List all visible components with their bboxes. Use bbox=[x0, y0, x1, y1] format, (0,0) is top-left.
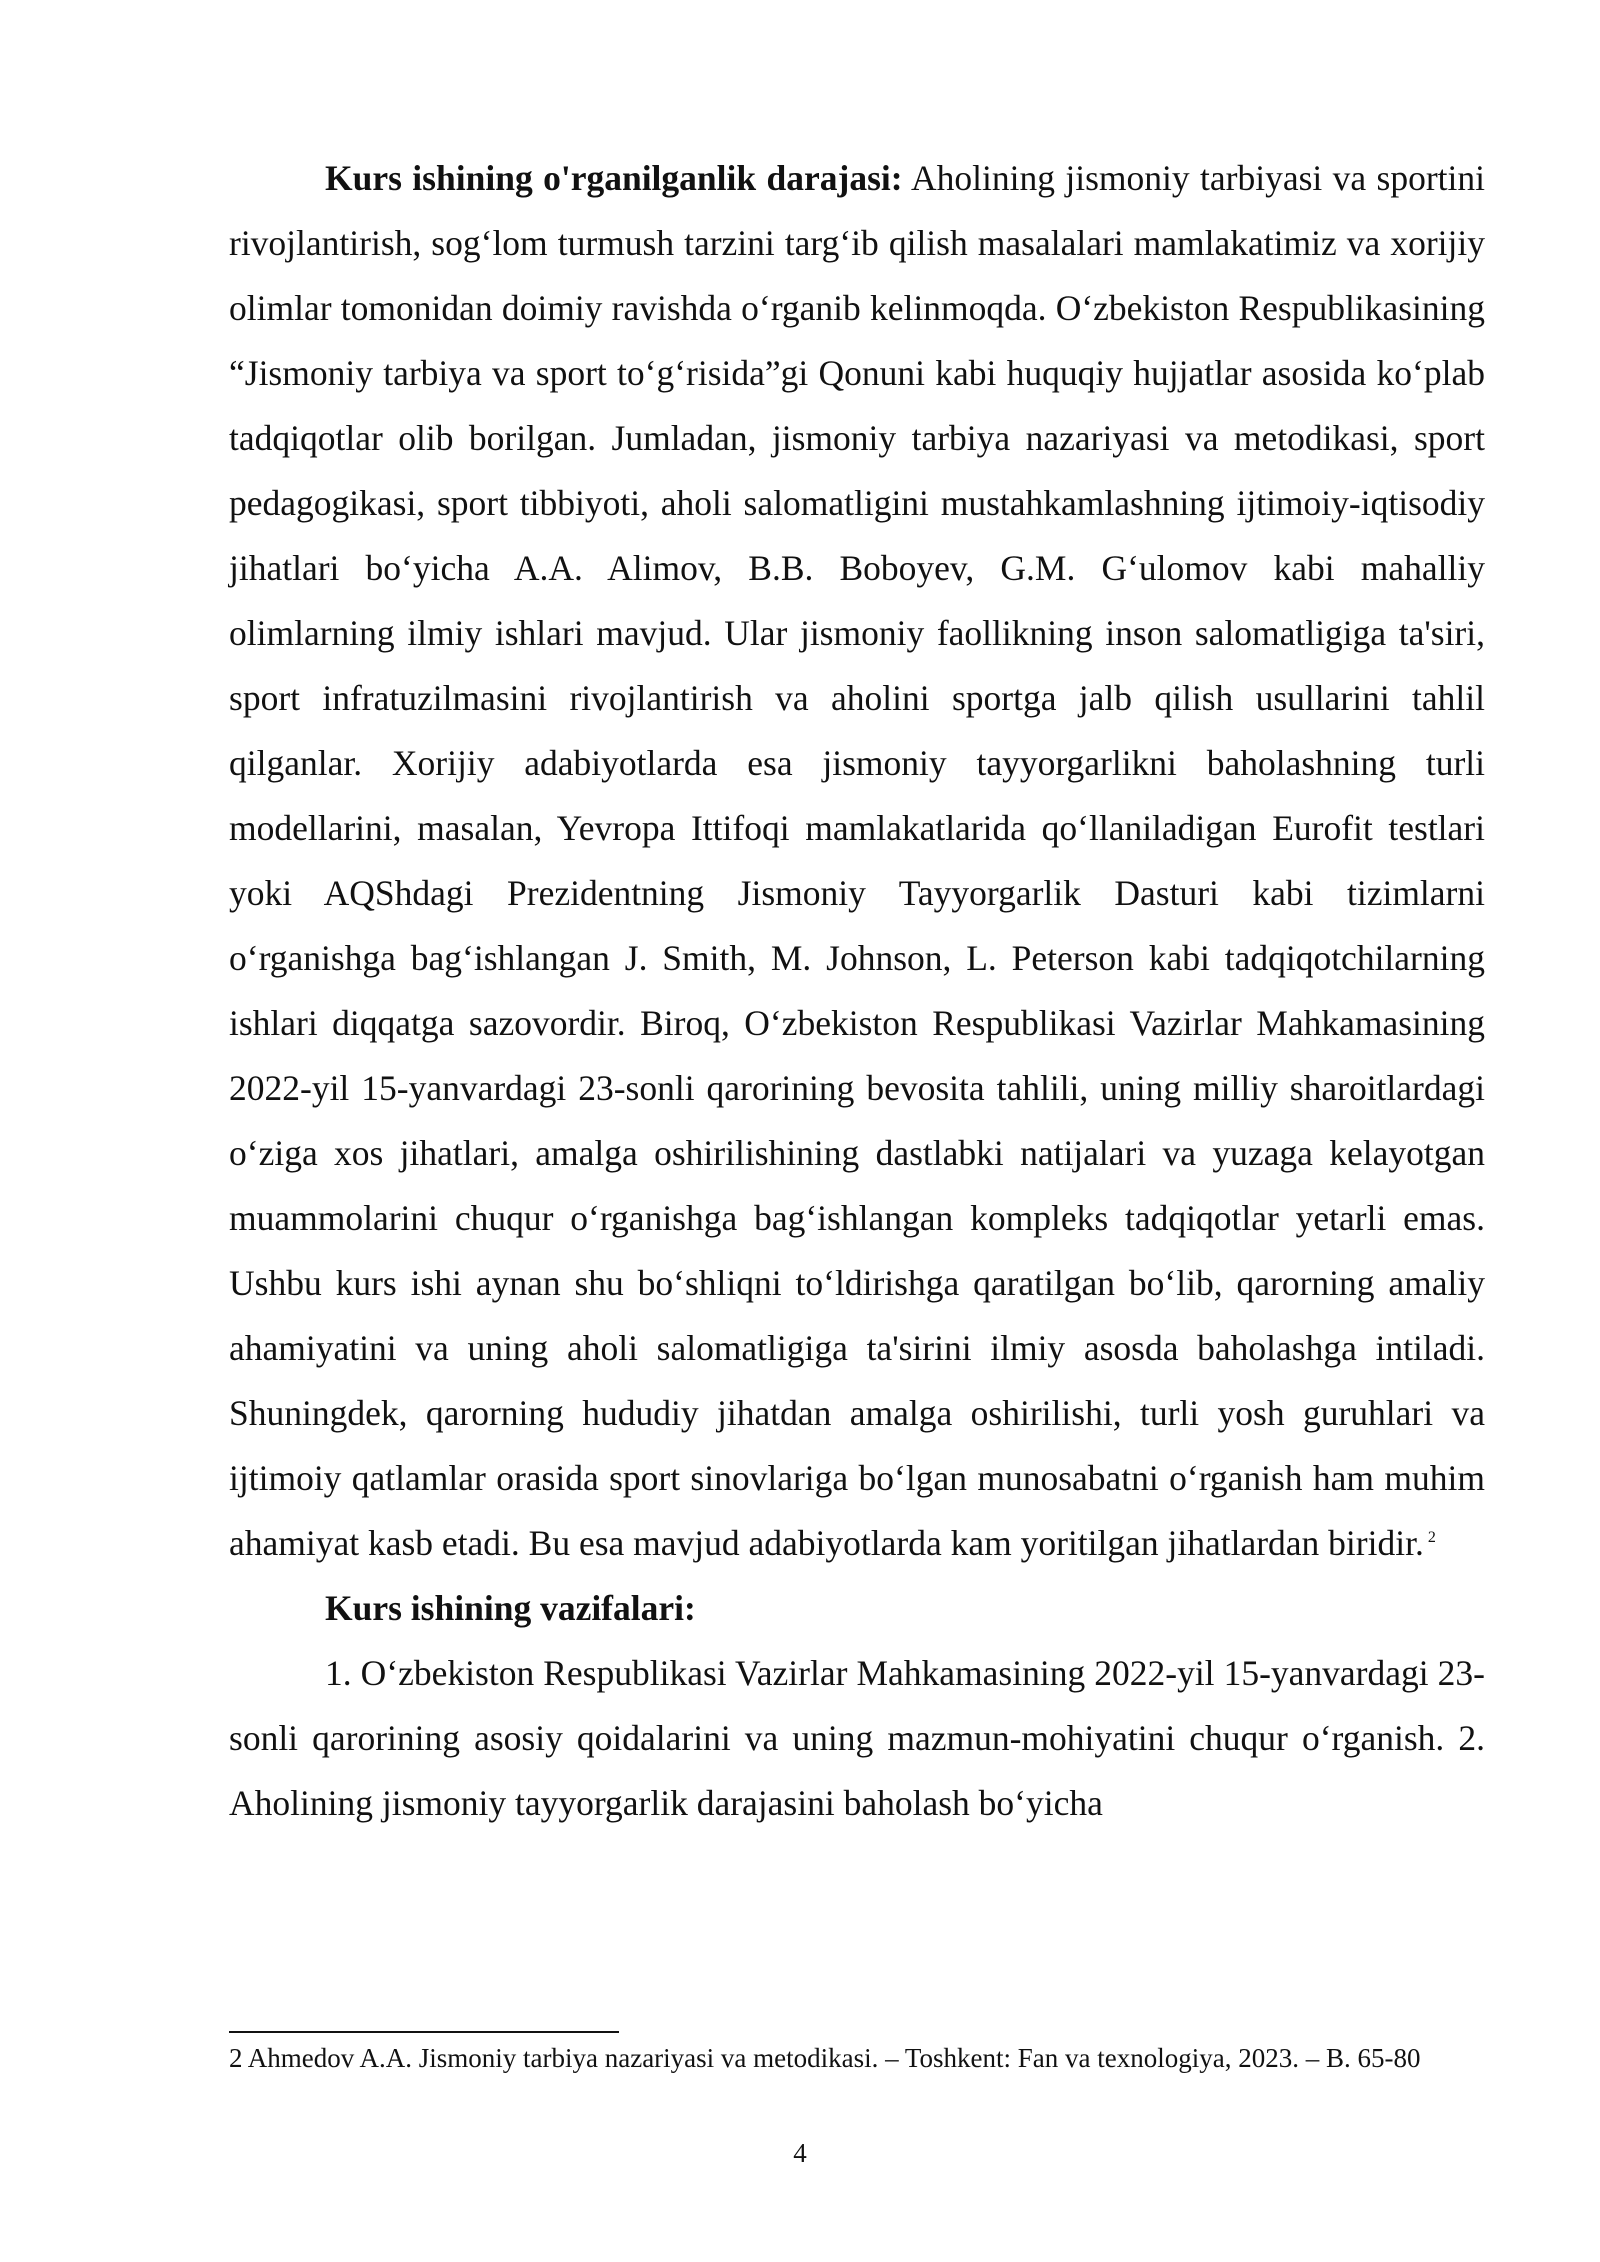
body-text bbox=[229, 146, 1485, 1836]
footnote: 2 Ahmedov A.A. Jismoniy tarbiya nazariyasi va metodikasi. – Toshkent: Fan va texnologiya, 2023. – B. 65-80 bbox=[229, 2043, 1421, 2073]
heading-study-level: Kurs ishining o'rganilganlik darajasi: bbox=[325, 158, 903, 198]
heading-tasks: Kurs ishining vazifalari: bbox=[325, 1588, 696, 1628]
page-number: 4 bbox=[793, 2138, 807, 2168]
paragraph-study-level-text: Aholining jismoniy tarbiyasi va sportini rivojlantirish, sog‘lom turmush tarzini targ‘ib qilish masalalari mamlakatimiz va xorijiy olimlar tomonidan doimiy ravishda o‘rganib kelinmoqda. O‘zbekiston Respublikasining “Jismoniy tarbiya va sport to‘g‘risida”gi Qonuni kabi huquqiy hujjatlar asosida ko‘plab tadqiqotlar olib borilgan. Jumladan, jismoniy tarbiya nazariyasi va metodikasi, sport pedagogikasi, sport tibbiyoti, aholi salomatligini mustahkamlashning ijtimoiy-iqtisodiy jihatlari bo‘yicha A.A. Alimov, B.B. Boboyev, G.M. G‘ulomov kabi mahalliy olimlarning ilmiy ishlari mavjud. Ular jismoniy faollikning inson salomatligiga ta'siri, sport infratuzilmasini rivojlantirish va aholini sportga jalb qilish usullarini tahlil qilganlar. Xorijiy adabiyotlarda esa jismoniy tayyorgarlikni baholashning turli modellarini, masalan, Yevropa Ittifoqi mamlakatlarida qo‘llaniladigan Eurofit testlari yoki AQShdagi Prezidentning Jismoniy Tayyorgarlik Dasturi kabi tizimlarni o‘rganishga bag‘ishlangan J. Smith, M. Johnson, L. Peterson kabi tadqiqotchilarning ishlari diqqatga sazovordir. Biroq, O‘zbekiston Respublikasi Vazirlar Mahkamasining 2022-yil 15-yanvardagi 23-sonli qarorining bevosita tahlili, uning milliy sharoitlardagi o‘ziga xos jihatlari, amalga oshirilishining dastlabki natijalari va yuzaga kelayotgan muammolarini chuqur o‘rganishga bag‘ishlangan kompleks tadqiqotlar yetarli emas. Ushbu kurs ishi aynan shu bo‘shliqni to‘ldirishga qaratilgan bo‘lib, qarorning amaliy ahamiyatini va uning aholi salomatligiga ta'sirini ilmiy asosda baholashga intiladi. Shuningdek, qarorning hududiy jihatdan amalga oshirilishi, turli yosh guruhlari va ijtimoiy qatlamlar orasida sport sinovlariga bo‘lgan munosabatni o‘rganish ham muhim ahamiyat kasb etadi. Bu esa mavjud adabiyotlarda kam yoritilgan jihatlardan biridir. bbox=[229, 158, 1486, 1563]
paragraph-study-level bbox=[229, 146, 1485, 1576]
paragraph-tasks-text: 1. O‘zbekiston Respublikasi Vazirlar Mahkamasining 2022-yil 15-yanvardagi 23-sonli qarorining asosiy qoidalarini va uning mazmun-mohiyatini chuqur o‘rganish. 2. Aholining jismoniy tayyorgarlik darajasini baholash bo‘yicha bbox=[229, 1653, 1485, 1823]
paragraph-tasks-heading bbox=[229, 1576, 1485, 1641]
paragraph-tasks-list bbox=[229, 1641, 1485, 1836]
footnote-separator bbox=[229, 2031, 619, 2033]
footnote-reference[interactable]: 2 bbox=[1427, 1529, 1436, 1547]
